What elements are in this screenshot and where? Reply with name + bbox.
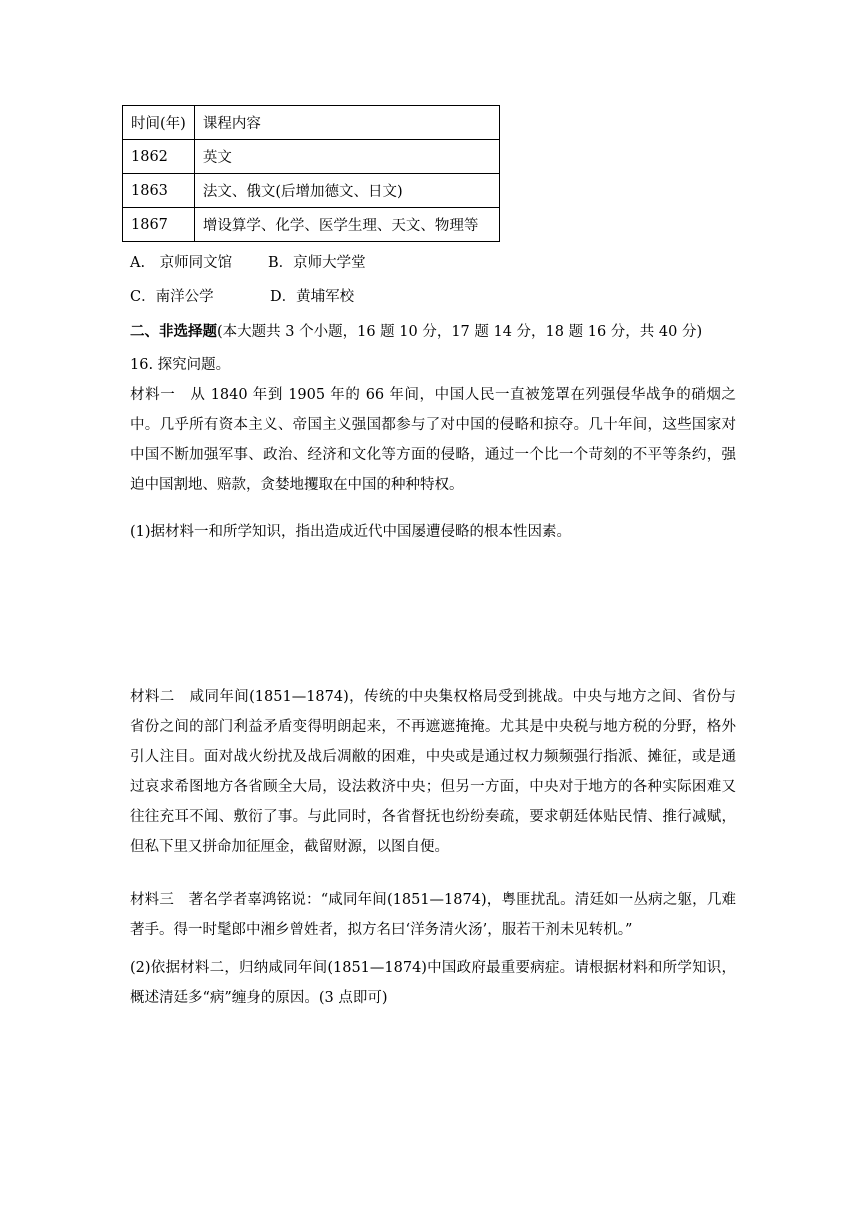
option-b: B．京师大学堂 bbox=[268, 255, 366, 271]
section-title: 二、非选择题 bbox=[130, 323, 217, 340]
table-cell-content: 英文 bbox=[194, 140, 499, 174]
material-2: 材料二 咸同年间(1851—1874)，传统的中央集权格局受到挑战。中央与地方之间、省份与省份之间的部门利益矛盾变得明朗起来，不再遮遮掩掩。尤其是中央税与地方税的分野，格外引人注目。面对战火纷扰及战后凋敝的困难，中央或是通过权力频频强行指派、摊征，或是通过哀求希图地方各省顾全大局，设法救济中央；但另一方面，中央对于地方的各种实际困难又往往充耳不闻、敷衍了事。与此同时，各省督抚也纷纷奏疏，要求朝廷体贴民情、推行减赋，但私下里又拼命加征厘金，截留财源，以图自便。 bbox=[130, 689, 736, 855]
table-cell-year: 1863 bbox=[123, 174, 195, 208]
material-1: 材料一 从 1840 年到 1905 年的 66 年间，中国人民一直被笼罩在列强侵华战争的硝烟之中。几乎所有资本主义、帝国主义强国都参与了对中国的侵略和掠夺。几十年间，这些国家对中国不断加强军事、政治、经济和文化等方面的侵略，通过一个比一个苛刻的不平等条约，强迫中国割地、赔款，贪婪地攫取在中国的种种特权。 bbox=[130, 387, 736, 493]
table-header-row bbox=[123, 106, 500, 140]
table-row bbox=[123, 208, 500, 242]
table-cell-content: 增设算学、化学、医学生理、天文、物理等 bbox=[194, 208, 499, 242]
table-row bbox=[123, 140, 500, 174]
question-16-2: (2)依据材料二，归纳咸同年间(1851—1874)中国政府最重要病症。请根据材料和所学知识，概述清廷多“病”缠身的原因。(3 点即可) bbox=[130, 960, 736, 1006]
table-cell-year: 1867 bbox=[123, 208, 195, 242]
table-header-cell: 时间(年) bbox=[123, 106, 195, 140]
option-c: C．南洋公学 bbox=[130, 289, 214, 305]
material-3: 材料三 著名学者辜鸿铭说：“咸同年间(1851—1874)，粤匪扰乱。清廷如一丛病之躯，几难著手。得一时髦郎中湘乡曾姓者，拟方名曰‘洋务清火汤’，服若干剂未见转机。” bbox=[130, 892, 736, 938]
course-table bbox=[122, 105, 500, 242]
section-heading bbox=[130, 320, 702, 341]
table-header-cell: 课程内容 bbox=[194, 106, 499, 140]
table-cell-content: 法文、俄文(后增加德文、日文) bbox=[194, 174, 499, 208]
option-d: D．黄埔军校 bbox=[270, 289, 355, 305]
question-16-title: 16. 探究问题。 bbox=[130, 357, 231, 373]
table-row bbox=[123, 174, 500, 208]
option-a: A. 京师同文馆 bbox=[130, 255, 233, 271]
question-16-1: (1)据材料一和所学知识，指出造成近代中国屡遭侵略的根本性因素。 bbox=[130, 524, 572, 540]
section-note: (本大题共 3 个小题，16 题 10 分，17 题 14 分，18 题 16 分，共 40 分) bbox=[217, 324, 703, 340]
table-cell-year: 1862 bbox=[123, 140, 195, 174]
